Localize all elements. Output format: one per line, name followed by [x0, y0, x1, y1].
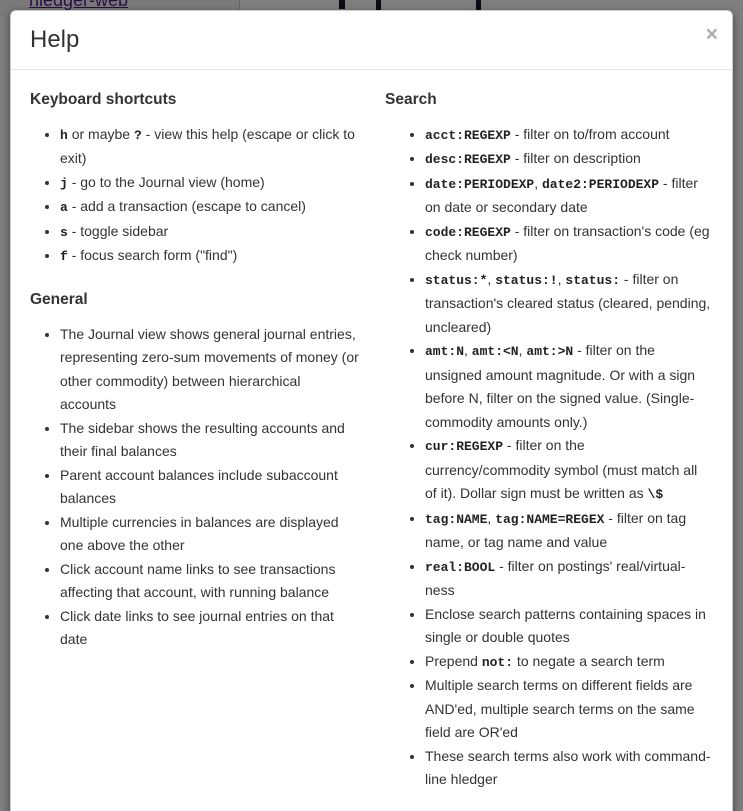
- help-text: - toggle sidebar: [67, 222, 169, 239]
- code-term: tag:NAME: [425, 511, 488, 527]
- code-term: date:PERIODEXP: [425, 176, 535, 192]
- help-text: ,: [487, 270, 496, 287]
- help-text: These search terms also work with command-line hledger: [425, 747, 711, 788]
- help-text: - focus search form ("find"): [67, 247, 238, 264]
- help-section: [385, 89, 712, 792]
- code-term: date2:PERIODEXP: [542, 176, 660, 192]
- code-term: cur:REGEXP: [425, 439, 504, 455]
- help-item: [425, 268, 712, 340]
- help-item: [425, 555, 712, 603]
- help-item: [425, 123, 712, 148]
- help-text: Prepend: [425, 652, 482, 669]
- code-term: a: [60, 200, 68, 216]
- help-column-left: [30, 89, 371, 802]
- help-text: - filter on transaction's cleared status (cleared, pending, uncleared): [425, 270, 711, 335]
- help-text: Enclose search patterns containing spaces in single or double quotes: [425, 605, 706, 646]
- help-item: [425, 339, 712, 434]
- modal-title: Help: [30, 26, 80, 53]
- help-modal: [10, 10, 733, 811]
- help-text: ,: [464, 342, 472, 359]
- help-text: The sidebar shows the resulting accounts and their final balances: [60, 419, 345, 460]
- code-term: ?: [133, 127, 142, 143]
- help-item: [60, 417, 359, 464]
- help-text: The Journal view shows general journal entries, representing zero-sum movements of money (or other commodity) between hierarchical accounts: [60, 325, 359, 413]
- close-icon[interactable]: ×: [705, 23, 718, 46]
- help-item: [60, 171, 359, 196]
- code-term: desc:REGEXP: [425, 152, 511, 168]
- section-heading: Keyboard shortcuts: [30, 90, 177, 108]
- help-text: - view this help (escape or click to exit): [60, 125, 355, 167]
- help-text: - filter on the unsigned amount magnitude. Or with a sign before N, filter on the signed value. (Single-commodity amounts only.): [425, 342, 696, 430]
- help-column-right: [371, 89, 712, 802]
- help-item: [425, 434, 712, 507]
- code-term: s: [60, 224, 68, 240]
- help-text: or maybe: [67, 125, 134, 142]
- help-item: [60, 464, 359, 511]
- code-term: amt:N: [425, 344, 465, 360]
- help-text: - filter on to/from account: [510, 125, 670, 142]
- code-term: status:*: [425, 272, 488, 288]
- help-text: - add a transaction (escape to cancel): [67, 198, 306, 215]
- help-text: - go to the Journal view (home): [67, 173, 265, 190]
- help-item: [425, 674, 712, 745]
- help-list: [385, 123, 712, 792]
- modal-body: [11, 70, 732, 811]
- help-item: [60, 123, 359, 171]
- help-section: [30, 89, 359, 269]
- help-item: [60, 220, 359, 245]
- help-item: [425, 650, 712, 675]
- help-text: ,: [487, 509, 496, 526]
- help-text: - filter on postings' real/virtual-ness: [425, 557, 686, 599]
- help-text: to negate a search term: [513, 652, 665, 669]
- help-item: [425, 220, 712, 268]
- help-text: - filter on date or secondary date: [425, 174, 698, 216]
- code-term: amt:>N: [526, 344, 574, 360]
- help-item: [60, 244, 359, 269]
- section-heading: General: [30, 290, 88, 308]
- help-text: ,: [557, 270, 566, 287]
- help-item: [425, 603, 712, 650]
- code-term: status:!: [495, 272, 558, 288]
- help-item: [60, 511, 359, 558]
- help-list: [30, 323, 359, 652]
- help-text: Click date links to see journal entries on that date: [60, 607, 334, 648]
- help-text: ,: [518, 342, 527, 359]
- help-text: Click account name links to see transactions affecting that account, with running balance: [60, 560, 336, 601]
- help-text: Multiple search terms on different fields are AND'ed, multiple search terms on the same field are OR'ed: [425, 677, 695, 741]
- help-item: [60, 195, 359, 220]
- help-text: ,: [534, 174, 542, 191]
- code-term: code:REGEXP: [425, 224, 511, 240]
- code-term: amt:<N: [471, 344, 519, 360]
- help-item: [60, 605, 359, 652]
- help-text: Multiple currencies in balances are displayed one above the other: [60, 513, 339, 554]
- code-term: status:: [565, 272, 621, 288]
- help-list: [30, 123, 359, 269]
- help-item: [425, 172, 712, 220]
- help-text: - filter on description: [510, 150, 641, 167]
- help-section: [30, 289, 359, 652]
- help-text: - filter on transaction's code (eg check number): [425, 222, 710, 264]
- code-term: j: [60, 175, 68, 191]
- code-term: not:: [481, 654, 514, 670]
- help-item: [60, 323, 359, 417]
- code-term: acct:REGEXP: [425, 127, 511, 143]
- help-text: - filter on the currency/commodity symbol (must match all of it). Dollar sign must be written as: [425, 437, 698, 502]
- code-term: \$: [647, 487, 664, 503]
- code-term: h: [60, 127, 68, 143]
- code-term: tag:NAME=REGEX: [495, 511, 605, 527]
- help-item: [60, 558, 359, 605]
- help-item: [425, 745, 712, 792]
- help-text: Parent account balances include subaccount balances: [60, 466, 338, 507]
- code-term: real:BOOL: [425, 559, 496, 575]
- section-heading: Search: [385, 90, 437, 108]
- help-item: [425, 147, 712, 172]
- help-text: - filter on tag name, or tag name and value: [425, 509, 687, 551]
- code-term: f: [60, 249, 68, 265]
- modal-header: [11, 11, 732, 70]
- help-item: [425, 507, 712, 555]
